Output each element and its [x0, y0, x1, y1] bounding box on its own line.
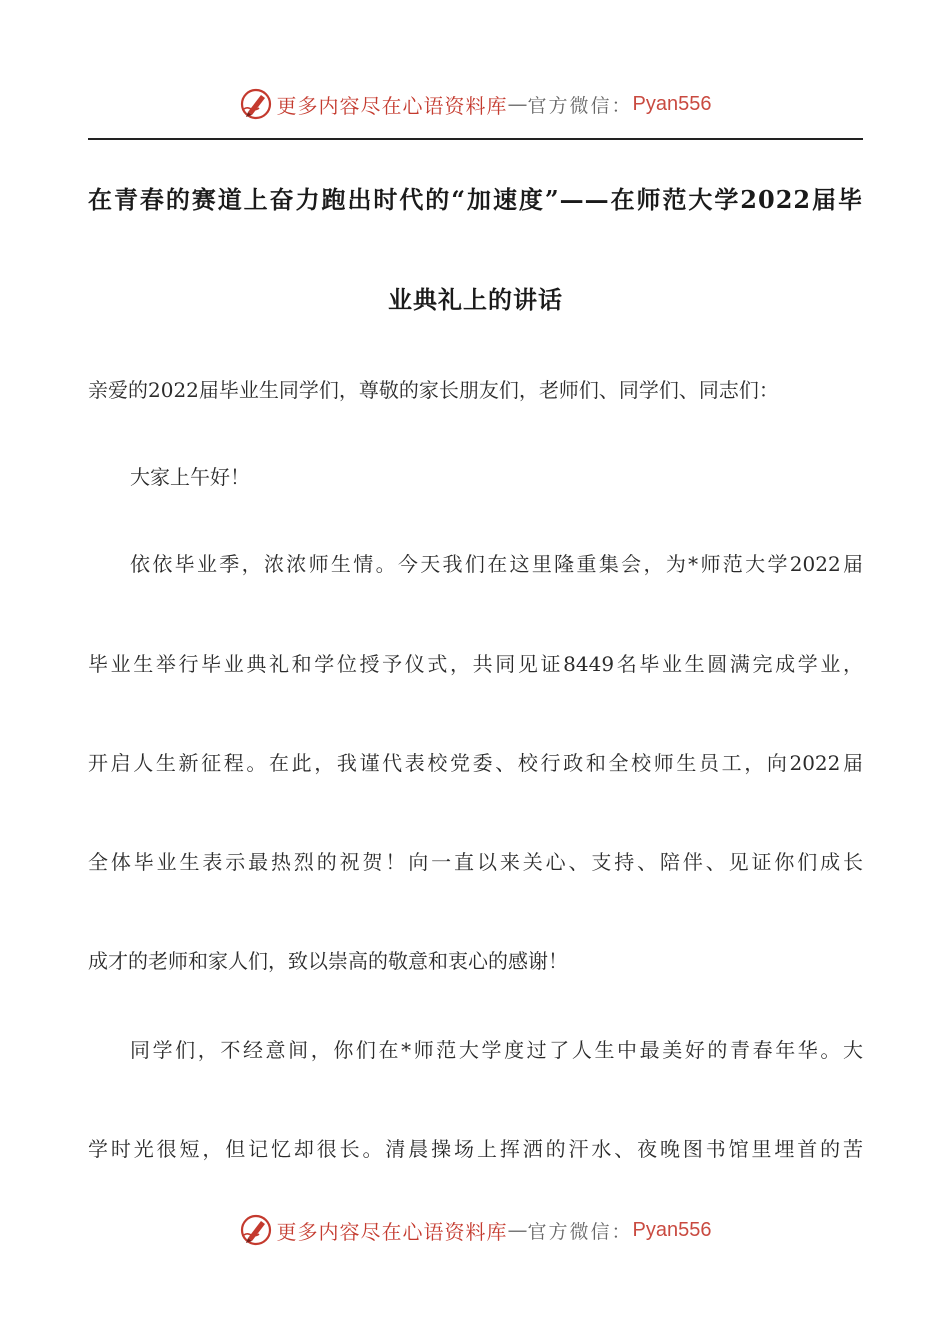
banner-separator: —: [507, 1218, 528, 1242]
wechat-id: Pyan556: [632, 92, 712, 115]
brand-name: 更多内容尽在心语资料库: [276, 93, 508, 118]
footer-banner: [0, 1208, 950, 1252]
paragraph-line: 成才的老师和家人们，致以崇高的敬意和衷心的感谢！: [88, 949, 568, 973]
wechat-id: Pyan556: [632, 1218, 712, 1241]
salutation-line: 亲爱的2022届毕业生同学们，尊敬的家长朋友们，老师们、同学们、同志们：: [88, 378, 779, 402]
paragraph-line: 毕业生举行毕业典礼和学位授予仪式，共同见证8449名毕业生圆满完成学业，: [88, 652, 863, 676]
brand-name: 更多内容尽在心语资料库: [276, 1219, 508, 1244]
header-divider: [88, 138, 863, 140]
pen-logo-icon: [239, 1213, 273, 1247]
paragraph-line: 同学们，不经意间，你们在*师范大学度过了人生中最美好的青春年华。大: [130, 1038, 863, 1062]
header-banner: [0, 82, 950, 126]
wechat-label: 官方微信：: [527, 1220, 633, 1243]
document-title-line-1: 在青春的赛道上奋力跑出时代的“加速度”——在师范大学2022届毕: [88, 185, 863, 214]
paragraph-line: 开启人生新征程。在此，我谨代表校党委、校行政和全校师生员工，向2022届: [88, 751, 863, 775]
paragraph-line: 依依毕业季，浓浓师生情。今天我们在这里隆重集会，为*师范大学2022届: [130, 552, 863, 576]
wechat-label: 官方微信：: [527, 94, 633, 117]
banner-separator: —: [507, 92, 528, 116]
pen-logo-icon: [239, 87, 273, 121]
greeting-line: 大家上午好！: [130, 465, 250, 489]
paragraph-line: 学时光很短，但记忆却很长。清晨操场上挥洒的汗水、夜晚图书馆里埋首的苦: [88, 1137, 863, 1161]
paragraph-line: 全体毕业生表示最热烈的祝贺！向一直以来关心、支持、陪伴、见证你们成长: [88, 850, 863, 874]
document-title-line-2: 业典礼上的讲话: [388, 285, 563, 314]
